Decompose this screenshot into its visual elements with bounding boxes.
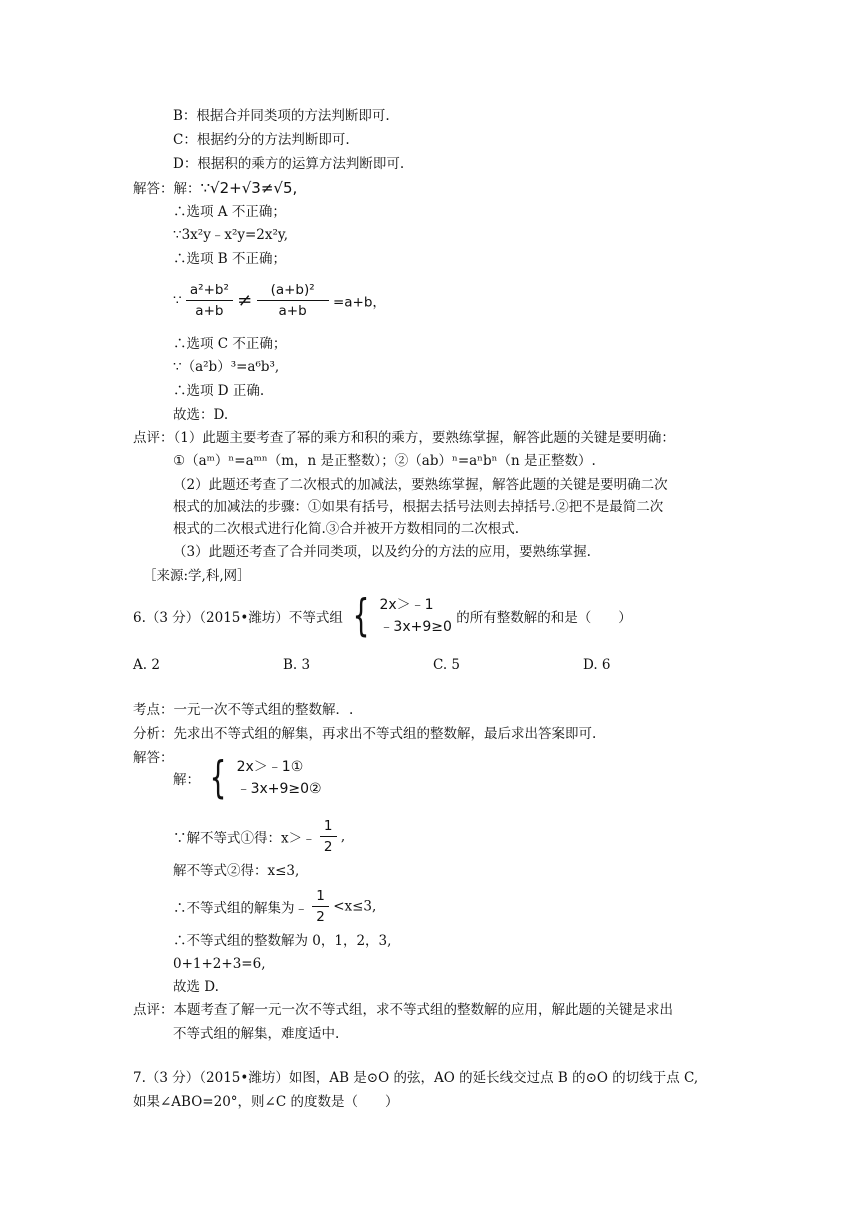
- comment-label: 点评：: [133, 430, 174, 446]
- q6-brace: {: [352, 590, 370, 641]
- analysis-line-d: D：根据积的乘方的运算方法判断即可.: [173, 156, 405, 172]
- q6-step2: 解不等式②得：x≤3,: [173, 863, 300, 879]
- q6-step4: ∴不等式组的整数解为 0，1，2，3,: [173, 933, 392, 949]
- q6-step3-den: 2: [316, 909, 325, 925]
- q6-option-c: C. 5: [433, 657, 461, 673]
- neq-sign: ≠: [237, 290, 253, 311]
- q6-stem-pre: 6.（3 分）（2015•潍坊）不等式组: [133, 610, 343, 626]
- solution-label: [133, 178, 297, 199]
- q6-step1-post: ,: [340, 828, 346, 845]
- q6-fenxi: 分析：先求出不等式组的解集，再求出不等式组的整数解，最后求出答案即可.: [133, 726, 597, 742]
- solution-line7: ∴选项 D 正确.: [173, 383, 265, 399]
- fraction-2-denominator: a+b: [278, 303, 307, 319]
- q6-system: [379, 594, 451, 638]
- q6-kaodian: 考点：一元一次不等式组的整数解．.: [133, 702, 354, 718]
- q6-option-b: B. 3: [283, 657, 311, 673]
- q6-step1-fraction: [320, 816, 337, 857]
- q6-step5: 0+1+2+3=6,: [173, 956, 266, 972]
- q6-ineq2: ﹣3x+9≥0: [379, 619, 452, 635]
- q6-sys1: 2x＞﹣1①: [236, 759, 304, 775]
- fraction-1: [186, 280, 233, 321]
- solution-line1: ∵√2+√3≠√5,: [200, 179, 298, 197]
- q7-line2: 如果∠ABO=20°，则∠C 的度数是（ ）: [133, 1094, 399, 1110]
- analysis-line-c: C：根据约分的方法判断即可.: [173, 132, 350, 148]
- q6-step3-pre: ∴不等式组的解集为﹣: [173, 900, 308, 917]
- q6-step3-num: 1: [312, 886, 329, 907]
- solution-line4: ∴选项 B 不正确；: [173, 251, 287, 267]
- q6-jieda: 解答：: [133, 750, 174, 766]
- source-note: ［来源:学,科,网］: [143, 568, 251, 584]
- q6-dianping-a: 点评：本题考查了解一元一次不等式组，求不等式组的整数解的应用，解此题的关键是求出: [133, 1002, 673, 1018]
- q6-system-block: [173, 752, 322, 803]
- q6-step1-pre: ∵解不等式①得：x＞﹣: [173, 830, 316, 847]
- analysis-line-b: B：根据合并同类项的方法判断即可.: [173, 108, 390, 124]
- fraction-1-denominator: a+b: [195, 303, 224, 319]
- solution-line3: ∵3x²y﹣x²y=2x²y,: [173, 227, 289, 243]
- q6-step1: [173, 816, 345, 857]
- comment-p2b: 根式的加减法的步骤：①如果有括号，根据去括号法则去掉括号.②把不是最简二次: [173, 499, 664, 515]
- solution-line2: ∴选项 A 不正确；: [173, 204, 286, 220]
- q6-stem-post: 的所有整数解的和是（ ）: [456, 610, 632, 626]
- q6-option-d: D. 6: [583, 657, 611, 673]
- comment-p1b: ①（aᵐ）ⁿ=aᵐⁿ（m，n 是正整数）；②（ab）ⁿ=aⁿbⁿ（n 是正整数）.: [173, 453, 596, 469]
- q6-sys2: ﹣3x+9≥0②: [236, 781, 322, 797]
- comment-p3: （3）此题还考查了合并同类项，以及约分的方法的应用，要熟练掌握.: [173, 544, 591, 560]
- q6-ineq1: 2x＞﹣1: [379, 597, 434, 613]
- solution-label-text: 解答：: [133, 181, 174, 197]
- q6-jie: 解：: [173, 772, 200, 788]
- q6-step3: [173, 886, 376, 927]
- q6-step3-fraction: [312, 886, 329, 927]
- q6-step6: 故选 D.: [173, 979, 219, 995]
- q6-option-a: A. 2: [133, 657, 160, 673]
- fraction-2: [257, 280, 329, 321]
- q7-line1: 7.（3 分）（2015•潍坊）如图，AB 是⊙O 的弦，AO 的延长线交过点 B 的⊙O 的切线于点 C,: [133, 1070, 699, 1086]
- fraction-expression: ∵ $\frac{\text{a²+b²}}{a+b}$ ≠ $\frac{\text{(a+b)²}}{a+b}$ =a+b，: [173, 282, 386, 319]
- q6-stem: [133, 590, 632, 641]
- comment-p2c: 根式的二次根式进行化简.③合并被开方数相同的二次根式.: [173, 521, 520, 537]
- fraction-2-numerator: (a+b)²: [257, 280, 329, 301]
- solution-prefix: 解：: [173, 181, 201, 197]
- solution-line8: 故选：D.: [173, 407, 229, 423]
- comment-p1-text: （1）此题主要考查了幂的乘方和积的乘方，要熟练掌握，解答此题的关键是要明确：: [173, 430, 675, 446]
- q6-step1-den: 2: [323, 839, 333, 855]
- fraction-1-numerator: a²+b²: [186, 280, 233, 301]
- q6-system-2: [237, 756, 322, 800]
- comment-p2a: （2）此题还考查了二次根式的加减法，要熟练掌握，解答此题的关键是要明确二次: [173, 477, 668, 493]
- solution-line6: ∵（a²b）³=a⁶b³,: [173, 359, 280, 375]
- q6-step3-post: <x≤3,: [333, 898, 377, 915]
- fraction-tail: =a+b，: [332, 294, 386, 311]
- comment-p1: [133, 428, 675, 448]
- q6-brace-2: {: [209, 752, 227, 803]
- q6-step1-num: 1: [320, 816, 337, 837]
- solution-line5: ∴选项 C 不正确；: [173, 336, 287, 352]
- q6-dianping-b: 不等式组的解集，难度适中.: [173, 1026, 340, 1042]
